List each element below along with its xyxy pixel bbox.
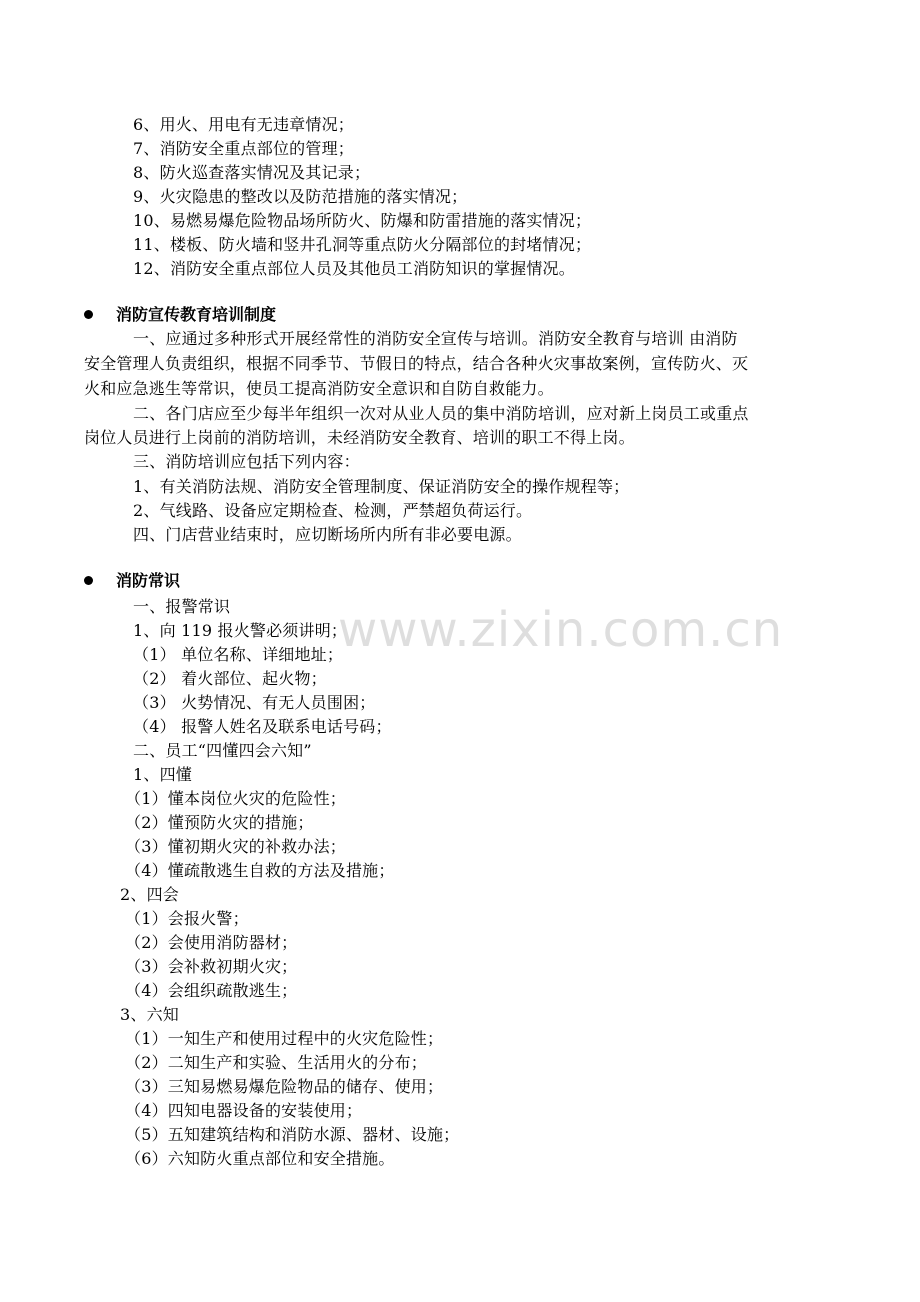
list-item: （3）三知易燃易爆危险物品的储存、使用； [125, 1077, 444, 1096]
list-item: 一、报警常识 [133, 597, 231, 616]
paragraph-line: 安全管理人负责组织，根据不同季节、节假日的特点，结合各种火灾事故案例，宣传防火、灭 [84, 354, 749, 373]
list-item: （3）会补救初期火灾； [125, 957, 298, 976]
paragraph-line: 1、有关消防法规、消防安全管理制度、保证消防安全的操作规程等； [133, 477, 630, 496]
paragraph-line: 火和应急逃生等常识，使员工提高消防安全意识和自防自救能力。 [84, 379, 554, 398]
list-item: （2）会使用消防器材； [125, 933, 298, 952]
list-item: （6）六知防火重点部位和安全措施。 [125, 1149, 395, 1168]
list-item: （3） 火势情况、有无人员围困； [133, 693, 376, 712]
paragraph-line: 2、气线路、设备应定期检查、检测，严禁超负荷运行。 [133, 501, 533, 520]
list-item: 9、火灾隐患的整改以及防范措施的落实情况； [133, 187, 468, 206]
list-item: 3、六知 [120, 1005, 179, 1024]
watermark: www.zixin.com.cn [338, 602, 784, 658]
list-item: （1）一知生产和使用过程中的火灾危险性； [125, 1029, 444, 1048]
section-heading-fire-knowledge: 消防常识 [116, 571, 181, 590]
list-item: （4）懂疏散逃生自救的方法及措施； [125, 861, 395, 880]
list-item: 1、四懂 [133, 765, 192, 784]
bullet-icon [84, 576, 93, 585]
list-item: （4）四知电器设备的安装使用； [125, 1101, 363, 1120]
list-item: （2） 着火部位、起火物； [133, 669, 327, 688]
paragraph-line: 一、应通过多种形式开展经常性的消防安全宣传与培训。消防安全教育与培训 由消防 [133, 329, 738, 348]
section-heading-training: 消防宣传教育培训制度 [116, 305, 277, 324]
list-item: （2）懂预防火灾的措施； [125, 813, 314, 832]
paragraph-line: 二、各门店应至少每半年组织一次对从业人员的集中消防培训，应对新上岗员工或重点 [133, 404, 749, 423]
list-item: （4）会组织疏散逃生； [125, 981, 298, 1000]
list-item: 6、用火、用电有无违章情况； [133, 115, 354, 134]
list-item: （2）二知生产和实验、生活用火的分布； [125, 1053, 427, 1072]
list-item: 8、防火巡查落实情况及其记录； [133, 163, 371, 182]
bullet-icon [84, 310, 93, 319]
list-item: 二、员工“四懂四会六知” [133, 741, 312, 760]
list-item: 1、向 119 报火警必须讲明； [133, 621, 348, 640]
list-item: 10、易燃易爆危险物品场所防火、防爆和防雷措施的落实情况； [133, 211, 592, 230]
list-item: （1）会报火警； [125, 909, 249, 928]
list-item: （4） 报警人姓名及联系电话号码； [133, 717, 392, 736]
list-item: （3）懂初期火灾的补救办法； [125, 837, 346, 856]
list-item: （5）五知建筑结构和消防水源、器材、设施； [125, 1125, 460, 1144]
paragraph-line: 岗位人员进行上岗前的消防培训，未经消防安全教育、培训的职工不得上岗。 [84, 428, 635, 447]
list-item: 2、四会 [120, 885, 179, 904]
list-item: （1） 单位名称、详细地址； [133, 645, 344, 664]
paragraph-line: 三、消防培训应包括下列内容： [133, 452, 360, 471]
list-item: 11、楼板、防火墙和竖井孔洞等重点防火分隔部位的封堵情况； [133, 235, 592, 254]
list-item: （1）懂本岗位火灾的危险性； [125, 789, 346, 808]
paragraph-line: 四、门店营业结束时，应切断场所内所有非必要电源。 [133, 525, 522, 544]
list-item: 7、消防安全重点部位的管理； [133, 139, 354, 158]
list-item: 12、消防安全重点部位人员及其他员工消防知识的掌握情况。 [133, 259, 575, 278]
